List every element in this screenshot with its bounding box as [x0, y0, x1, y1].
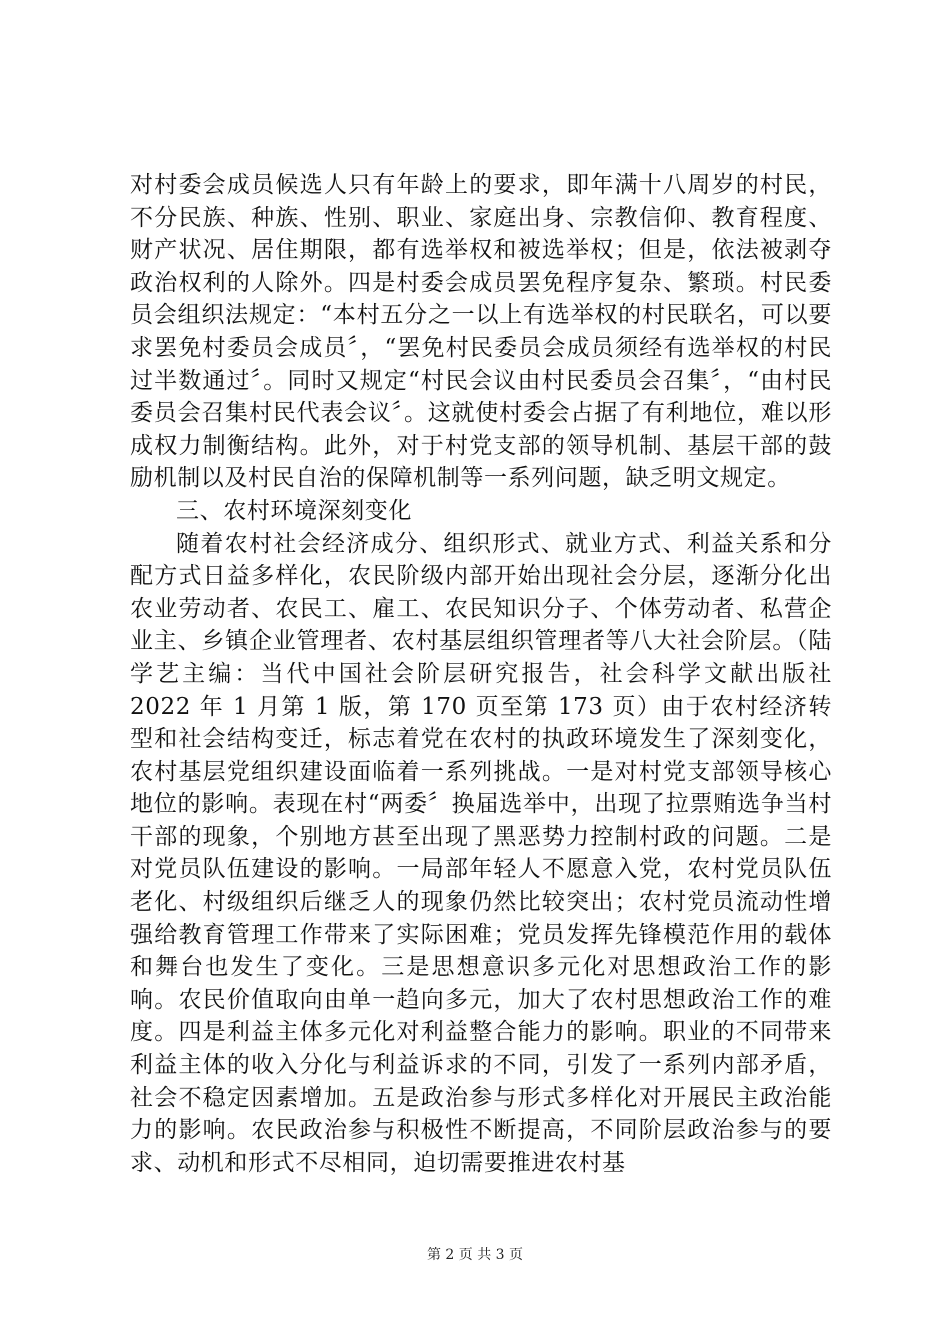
- page-footer: 第 2 页 共 3 页: [426, 1247, 524, 1263]
- paragraph-rural-change: 随着农村社会经济成分、组织形式、就业方式、利益关系和分配方式日益多样化，农民阶级内部开始出现社会分层，逐渐分化出农业劳动者、农民工、雇工、农民知识分子、个体劳动者、私营企业主、乡镇企业管理者、农村基层组织管理者等八大社会阶层。（陆学艺主编：当代中国社会阶层研究报告，社会科学文献出版社 2022 年 1 月第 1 版，第 170 页至第 173 页）由于农村经济转型和社会结构变迁，标志着党在农村的执政环境发生了深刻变化，农村基层党组织建设面临着一系列挑战。一是对村党支部领导核心地位的影响。表现在村“两委〞换届选举中，出现了拉票贿选争当村干部的现象，个别地方甚至出现了黑恶势力控制村政的问题。二是对党员队伍建设的影响。一局部年轻人不愿意入党，农村党员队伍老化、村级组织后继乏人的现象仍然比较突出；农村党员流动性增强给教育管理工作带来了实际困难；党员发挥先锋模范作用的载体和舞台也发生了变化。三是思想意识多元化对思想政治工作的影响。农民价值取向由单一趋向多元，加大了农村思想政治工作的难度。四是利益主体多元化对利益整合能力的影响。职业的不同带来利益主体的收入分化与利益诉求的不同，引发了一系列内部矛盾，社会不稳定因素增加。五是政治参与形式多样化对开展民主政治能力的影响。农民政治参与积极性不断提高，不同阶层政治参与的要求、动机和形式不尽相同，迫切需要推进农村基: [130, 530, 832, 1176]
- paragraph-village-committee: 对村委会成员候选人只有年龄上的要求，即年满十八周岁的村民，不分民族、种族、性别、职业、家庭出身、宗教信仰、教育程度、财产状况、居住期限，都有选举权和被选举权；但是，依法被剥夺政治权利的人除外。四是村委会成员罢免程序复杂、繁琐。村民委员会组织法规定：“本村五分之一以上有选举权的村民联名，可以要求罢免村委员会成员〞，“罢免村民委员会成员须经有选举权的村民过半数通过〞。同时又规定“村民会议由村民委员会召集〞，“由村民委员会召集村民代表会议〞。这就使村委会占据了有利地位，难以形成权力制衡结构。此外，对于村党支部的领导机制、基层干部的鼓励机制以及村民自治的保障机制等一系列问题，缺乏明文规定。: [130, 172, 832, 492]
- document-body: [130, 169, 832, 1179]
- section-heading-rural-environment: 三、农村环境深刻变化: [176, 497, 412, 524]
